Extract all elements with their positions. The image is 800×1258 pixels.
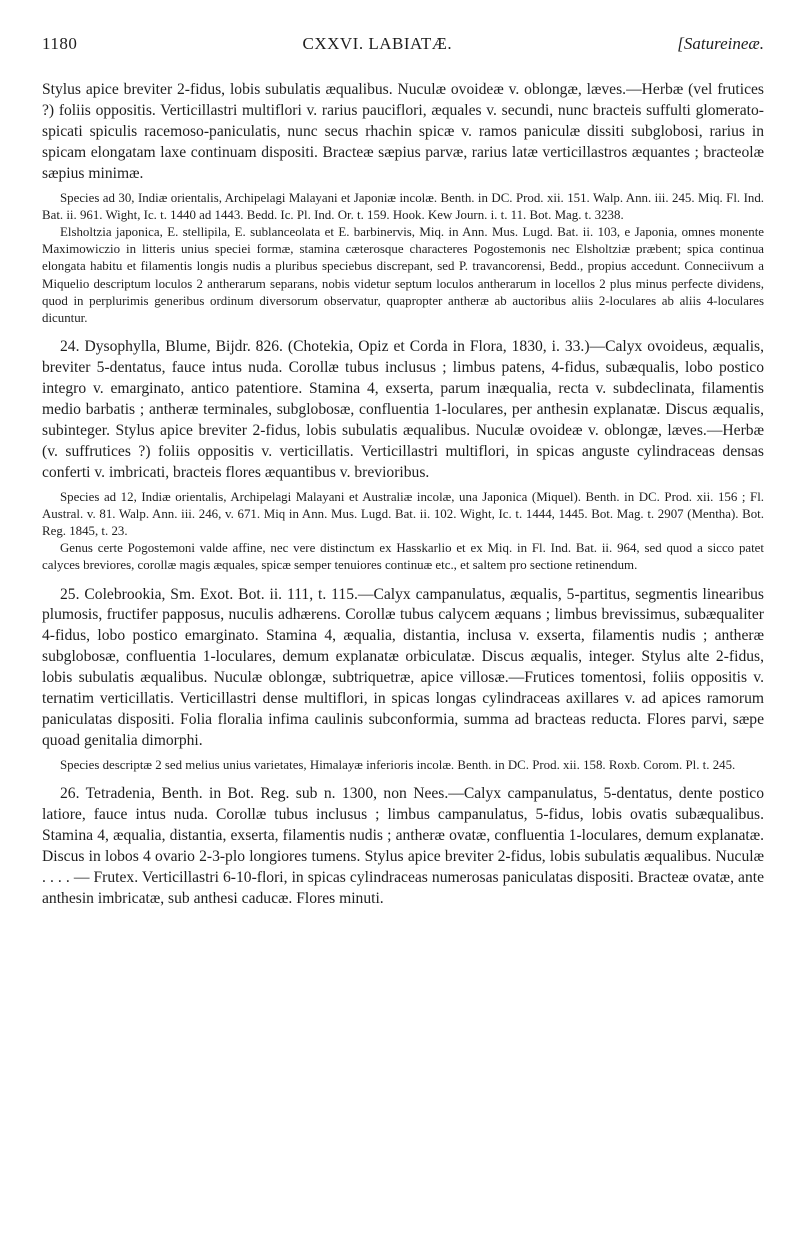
page-text	[42, 80, 764, 909]
paragraph-stylus: Stylus apice breviter 2-fidus, lobis subulatis æqualibus. Nuculæ ovoideæ v. oblongæ, læves.—Herbæ (vel frutices ?) foliis oppositis. Verticillastri multiflori v. rarius pauciflori, æquales v. secundi, nunc bracteis suffulti glomerato-spicati spiculis racemoso-paniculatis, nunc secus rhachin spicæ v. ramos paniculæ dissiti subglobosi, rarius in spicam elongatam laxe continuam dispositi. Bracteæ sæpius parvæ, rarius latæ verticillastros æquantes ; bracteolæ sæpius minimæ.	[42, 81, 764, 182]
page-number: 1180	[42, 34, 78, 53]
note-colebrookia-species: Species descriptæ 2 sed melius unius varietates, Himalayæ inferioris incolæ. Benth. in DC. Prod. xii. 158. Roxb. Corom. Pl. t. 245.	[60, 757, 736, 772]
genus-colebrookia: 25. Colebrookia, Sm. Exot. Bot. ii. 111, t. 115.—Calyx campanulatus, æqualis, 5-partitus, segmentis linearibus plumosis, fructifer papposus, nuculis adhærens. Corollæ tubus calycem æquans ; limbus brevissimus, subæqualiter 4-fidus, lobo postico emarginato. Stamina 4, æqualia, distantia, inclusa v. exserta, filamentis nudis ; antheræ subglobosæ, confluentia 1-loculares, demum explanatæ orbiculatæ. Discus æqualis, integer. Stylus alte 2-fidus, lobis subulatis æqualibus. Nuculæ oblongæ, subtriquetræ, apice villosæ.—Frutices tomentosi, foliis oppositis v. ternatim verticillatis. Verticillastri dense multiflori, in spicas longas cylindraceas axillares v. ad apices ramorum paniculatas dispositi. Folia floralia infima caulinis subconformia, summa ad bracteas reducta. Flores parvi, sæpe quoad genitalia dimorphi.	[42, 585, 764, 749]
book-page	[42, 34, 764, 909]
note-dysophylla-genus: Genus certe Pogostemoni valde affine, nec vere distinctum ex Hasskarlio et ex Miq. in Fl. Ind. Bat. ii. 964, sed quod a sicco patet calyces breviores, corollæ magis æquales, spicæ semper tenuiores continuæ etc., et saltem pro sectione retinendum.	[42, 541, 764, 573]
page-header	[42, 34, 764, 54]
genus-tetradenia: 26. Tetradenia, Benth. in Bot. Reg. sub n. 1300, non Nees.—Calyx campanulatus, 5-dentatus, dente postico latiore, fauce intus nuda. Corollæ tubus inclusus ; limbus campanulatus, 5-fidus, lobis ovatis subæqualibus. Stamina 4, æqualia, distantia, exserta, filamentis nudis ; antheræ ovatæ, confluentia 1-loculares, demum explanatæ. Discus in lobos 4 ovario 2-3-plo longiores tumens. Stylus apice breviter 2-fidus, lobis subulatis æqualibus. Nuculæ . . . . — Frutex. Verticillastri 6-10-flori, in spicas cylindraceas numerosas paniculatas dispositi. Bracteæ ovatæ, ante anthesin imbricatæ, sub anthesi caducæ. Flores minuti.	[42, 784, 764, 907]
running-title: CXXVI. LABIATÆ.	[302, 34, 453, 53]
section-title: [Satureineæ.	[677, 34, 764, 53]
note-dysophylla-species: Species ad 12, Indiæ orientalis, Archipelagi Malayani et Australiæ incolæ, una Japonica (Miquel). Benth. in DC. Prod. xii. 156 ; Fl. Austral. v. 81. Walp. Ann. iii. 246, v. 671. Miq in Ann. Mus. Lugd. Bat. ii. 102. Wight, Ic. t. 1444, 1445. Bot. Mag. t. 2907 (Mentha). Bot. Reg. 1845, t. 23.	[42, 489, 764, 538]
note-elsholtzia: Elsholtzia japonica, E. stellipila, E. sublanceolata et E. barbinervis, Miq. in Ann. Mus. Lugd. Bat. ii. 103, e Japonia, omnes monente Maximowiczio in litteris unius speciei formæ, stamina cæterosque characteres Pogostemonis nec Elsholtziæ præbent; spica continua elongata habitu et filamentis longis nudis a pluribus speciebus discrepant, sed P. travancorensi, Bedd., propius accedunt. Conneciivum a Miquelio descriptum loculos 2 antherarum separans, nobis videtur septum loculos antherarum in locellos 2 plus minus perfecte dividens, quod in perplurimis generibus ordinum diversorum observatur, quapropter antheræ ab auctoribus aliis 2-loculares ab aliis 4-loculares dicuntur.	[42, 224, 764, 325]
note-species-count: Species ad 30, Indiæ orientalis, Archipelagi Malayani et Japoniæ incolæ. Benth. in DC. Prod. xii. 151. Walp. Ann. iii. 245. Miq. Fl. Ind. Bat. ii. 961. Wight, Ic. t. 1440 ad 1443. Bedd. Ic. Pl. Ind. Or. t. 159. Hook. Kew Journ. i. t. 11. Bot. Mag. t. 3238.	[42, 190, 764, 222]
genus-dysophylla: 24. Dysophylla, Blume, Bijdr. 826. (Chotekia, Opiz et Corda in Flora, 1830, i. 33.)—Calyx ovoideus, æqualis, breviter 5-dentatus, fauce intus nuda. Corollæ tubus inclusus ; limbus patens, 4-fidus, subæqualis, lobo postico integro v. emarginato, antico patentiore. Stamina 4, exserta, parum inæqualia, recta v. subdeclinata, filamentis medio barbatis ; antheræ terminales, subglobosæ, confluentia 1-loculares, per anthesin explanatæ. Discus æqualis, subinteger. Stylus apice breviter 2-fidus, lobis subulatis æqualibus. Nuculæ ovoideæ v. oblongæ, læves.—Herbæ (v. suffrutices ?) foliis oppositis v. verticillatis. Verticillastri multiflori, in spicas anguste cylindraceas densas conferti v. imbricati, bracteis flores æquantibus v. brevioribus.	[42, 338, 764, 481]
